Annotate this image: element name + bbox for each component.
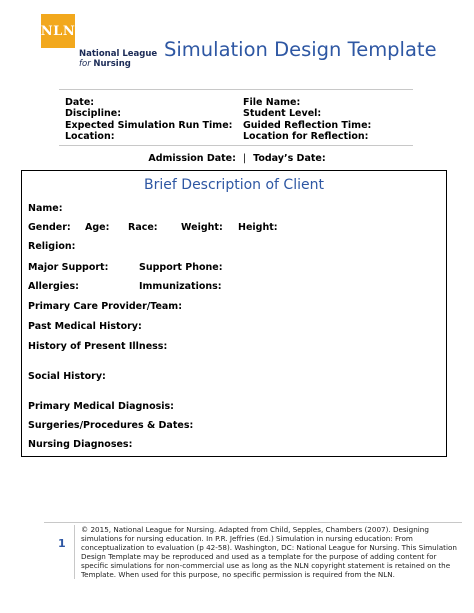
dates-line (0, 153, 474, 164)
client-section-title: Brief Description of Client (144, 177, 324, 193)
reflection-location-field: Location for Reflection: (243, 130, 369, 142)
logo-text: NLN (40, 23, 76, 39)
primary-diagnosis-field: Primary Medical Diagnosis: (28, 401, 174, 412)
todays-date-field: Today’s Date: (253, 153, 326, 164)
organization-name (79, 49, 157, 69)
student-level-field: Student Level: (243, 108, 322, 120)
org-line2-suffix: Nursing (93, 59, 131, 69)
dates-separator: | (242, 153, 247, 164)
primary-care-field: Primary Care Provider/Team: (28, 301, 183, 312)
admission-date-field: Admission Date: (148, 153, 236, 164)
reflection-time-field: Guided Reflection Time: (243, 119, 372, 131)
discipline-field: Discipline: (65, 108, 122, 120)
name-field: Name: (28, 203, 63, 214)
client-description-box (21, 170, 447, 457)
org-line2-prefix: for (79, 59, 91, 69)
nln-logo (41, 14, 75, 48)
race-field: Race: (128, 222, 158, 233)
past-history-field: Past Medical History: (28, 321, 142, 332)
gender-field: Gender: (28, 222, 71, 233)
copyright-text: © 2015, National League for Nursing. Adapted from Child, Sepples, Chambers (2007). Designing simulations for nursing education. In P.R. Jeffries (Ed.) Simulation in nursing education: From conceptualization to evaluation (p 42-58). Washington, DC: National League for Nursing. This Simulation Design Template may be reproduced and used as a template for the purpose of adding content for specific simulations for non-commercial use as long as the NLN copyright statement is retained on the Template. When used for this purpose, no specific permission is required from the NLN. (81, 525, 457, 579)
present-illness-field: History of Present Illness: (28, 341, 168, 352)
date-field: Date: (65, 97, 95, 108)
age-field: Age: (85, 222, 110, 233)
footer-divider (74, 525, 75, 579)
simulation-info-box (59, 89, 413, 146)
nursing-diagnoses-field: Nursing Diagnoses: (28, 439, 133, 450)
info-right-column (243, 97, 371, 142)
immunizations-field: Immunizations: (139, 281, 222, 292)
allergies-field: Allergies: (28, 281, 79, 292)
weight-field: Weight: (181, 222, 223, 233)
run-time-field: Expected Simulation Run Time: (65, 119, 233, 131)
surgeries-field: Surgeries/Procedures & Dates: (28, 420, 194, 431)
height-field: Height: (238, 222, 278, 233)
org-line1: National League (79, 49, 158, 59)
file-name-field: File Name: (243, 97, 301, 108)
location-field: Location: (65, 130, 115, 142)
footer (44, 522, 462, 581)
religion-field: Religion: (28, 241, 76, 252)
page-number: 1 (58, 537, 66, 550)
social-history-field: Social History: (28, 371, 106, 382)
support-phone-field: Support Phone: (139, 262, 223, 273)
major-support-field: Major Support: (28, 262, 109, 273)
document-title: Simulation Design Template (164, 38, 437, 61)
info-left-column (65, 97, 232, 142)
org-line2 (79, 59, 157, 69)
